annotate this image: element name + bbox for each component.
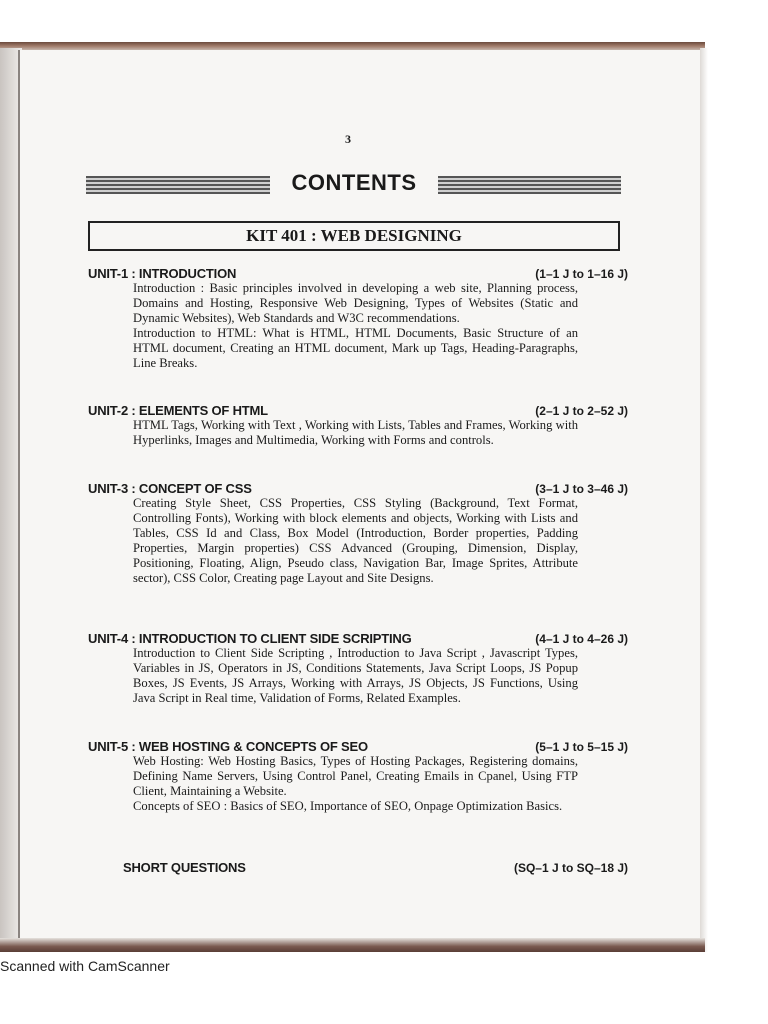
unit-paragraph: HTML Tags, Working with Text , Working with Lists, Tables and Frames, Working with Hyperlinks, Images and Multimedia, Working with Forms and controls.	[133, 418, 578, 447]
unit-title: UNIT-3 : CONCEPT OF CSS	[88, 481, 252, 496]
unit-page-range: (2–1 J to 2–52 J)	[535, 404, 628, 418]
unit-heading	[88, 403, 628, 418]
short-questions-title: SHORT QUESTIONS	[123, 860, 246, 875]
short-questions-page-range: (SQ–1 J to SQ–18 J)	[513, 861, 628, 875]
unit-heading	[88, 266, 628, 281]
unit-heading	[88, 739, 628, 754]
unit-title: UNIT-5 : WEB HOSTING & CONCEPTS OF SEO	[88, 739, 368, 754]
unit-heading	[88, 481, 628, 496]
unit-description	[133, 418, 578, 448]
contents-band-left	[86, 176, 270, 194]
unit-paragraph: Concepts of SEO : Basics of SEO, Importance of SEO, Onpage Optimization Basics.	[133, 799, 563, 813]
page-number: 3	[345, 132, 351, 146]
unit-title: UNIT-2 : ELEMENTS OF HTML	[88, 403, 268, 418]
unit-paragraph: Web Hosting: Web Hosting Basics, Types of Hosting Packages, Registering domains, Defining Name Servers, Using Control Panel, Creating Emails in Cpanel, Using FTP Client, Maintaining a Website.	[133, 754, 578, 798]
unit-paragraph: Creating Style Sheet, CSS Properties, CSS Styling (Background, Text Format, Controlling Fonts), Working with block elements and objects, Working with Lists and Tables, CSS Id and Class, Box Model (Introduction, Border properties, Padding Properties, Margin properties) CSS Advanced (Grouping, Dimension, Display, Positioning, Floating, Align, Pseudo class, Navigation Bar, Image Sprites, Attribute sector), CSS Color, Creating page Layout and Site Designs.	[133, 496, 578, 585]
scanner-watermark: Scanned with CamScanner	[0, 958, 170, 974]
unit-page-range: (1–1 J to 1–16 J)	[535, 267, 628, 281]
unit-page-range: (4–1 J to 4–26 J)	[535, 632, 628, 646]
unit-description	[133, 496, 578, 586]
unit-heading	[88, 860, 628, 875]
unit-paragraph: Introduction to Client Side Scripting , Introduction to Java Script , Javascript Types, Variables in JS, Operators in JS, Conditions Statements, Java Script Loops, JS Popup Boxes, JS Events, JS Arrays, Working with Arrays, JS Objects, JS Functions, Using Java Script in Real time, Validation of Forms, Related Examples.	[133, 646, 578, 705]
subject-title: KIT 401 : WEB DESIGNING	[246, 226, 462, 245]
contents-title: CONTENTS	[291, 170, 417, 195]
unit-title: UNIT-4 : INTRODUCTION TO CLIENT SIDE SCRIPTING	[88, 631, 412, 646]
unit-4	[88, 631, 628, 706]
contents-header	[86, 170, 621, 198]
unit-paragraph: Introduction : Basic principles involved in developing a web site, Planning process, Domains and Hosting, Responsive Web Designing, Types of Websites (Static and Dynamic Websites), Web Standards and W3C recommendations.	[133, 281, 578, 325]
unit-1	[88, 266, 628, 371]
short-questions	[88, 860, 628, 875]
unit-2	[88, 403, 628, 448]
scan-edge-bottom	[0, 938, 705, 952]
unit-description	[133, 646, 578, 706]
unit-heading	[88, 631, 628, 646]
unit-title: UNIT-1 : INTRODUCTION	[88, 266, 237, 281]
unit-page-range: (3–1 J to 3–46 J)	[535, 482, 628, 496]
contents-band-right	[438, 176, 621, 194]
unit-page-range: (5–1 J to 5–15 J)	[535, 740, 628, 754]
unit-paragraph: Introduction to HTML: What is HTML, HTML Documents, Basic Structure of an HTML document, Creating an HTML document, Mark up Tags, Heading-Paragraphs, Line Breaks.	[133, 326, 578, 370]
unit-description	[133, 281, 578, 371]
unit-description	[133, 754, 578, 814]
unit-5	[88, 739, 628, 814]
scan-right-shade	[700, 48, 708, 952]
subject-title-box	[88, 221, 620, 251]
unit-3	[88, 481, 628, 586]
